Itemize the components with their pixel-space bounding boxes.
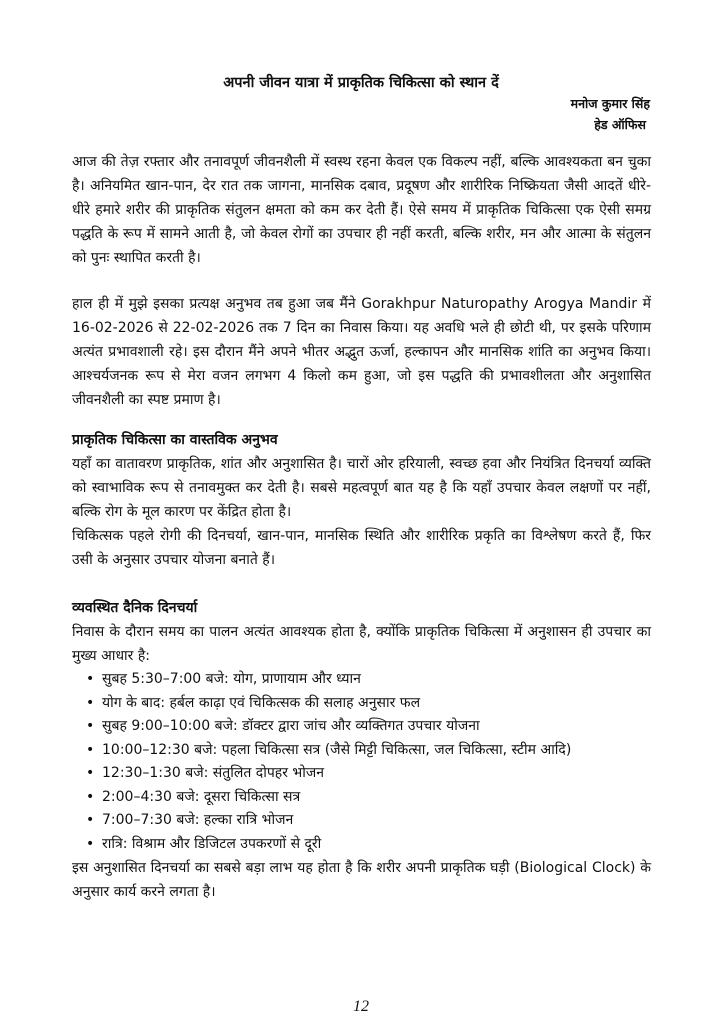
section-text: यहाँ का वातावरण प्राकृतिक, शांत और अनुशासित है। चारों ओर हरियाली, स्वच्छ हवा और नियंत्रित दिनचर्या व्यक्ति को स्वाभाविक रूप से तनावमुक्त कर देती है। सबसे महत्वपूर्ण बात यह है कि यहाँ उपचार केवल लक्षणों पर नहीं, बल्कि रोग के मूल कारण पर केंद्रित होता है। [72, 456, 651, 520]
schedule-item: • 7:00–7:30 बजे: हल्का रात्रि भोजन [102, 809, 651, 833]
section-closing: इस अनुशासित दिनचर्या का सबसे बड़ा लाभ यह होता है कि शरीर अपनी प्राकृतिक घड़ी (Biological Clock) के अनुसार कार्य करने लगता है। [72, 860, 651, 900]
schedule-list [72, 668, 651, 856]
section-daily-routine [72, 596, 651, 904]
schedule-item: • 12:30–1:30 बजे: संतुलित दोपहर भोजन [102, 762, 651, 786]
section-real-experience [72, 428, 651, 572]
article-title: अपनी जीवन यात्रा में प्राकृतिक चिकित्सा को स्थान दें [223, 75, 499, 91]
experience-paragraph [72, 292, 651, 412]
author-office: हेड ऑफिस [594, 117, 646, 132]
paragraph-text: हाल ही में मुझे इसका प्रत्यक्ष अनुभव तब हुआ जब मैंने Gorakhpur Naturopathy Arogya Mandir में 16-02-2026 से 22-02-2026 तक 7 दिन का निवास किया। यह अवधि भले ही छोटी थी, पर इसके परिणाम अत्यंत प्रभावशाली रहे। इस दौरान मैंने अपने भीतर अद्भुत ऊर्जा, हल्कापन और मानसिक शांति का अनुभव किया। आश्चर्यजनक रूप से मेरा वजन लगभग 4 किलो कम हुआ, जो इस पद्धति की प्रभावशीलता और अनुशासित जीवनशैली का स्पष्ट प्रमाण है। [72, 296, 651, 408]
section-heading: व्यवस्थित दैनिक दिनचर्या [72, 600, 198, 616]
schedule-item: • सुबह 9:00–10:00 बजे: डॉक्टर द्वारा जांच और व्यक्तिगत उपचार योजना [102, 715, 651, 739]
schedule-item: • रात्रि: विश्राम और डिजिटल उपकरणों से दूरी [102, 833, 651, 857]
schedule-item: • योग के बाद: हर्बल काढ़ा एवं चिकित्सक की सलाह अनुसार फल [102, 692, 651, 716]
section-heading: प्राकृतिक चिकित्सा का वास्तविक अनुभव [72, 432, 278, 448]
schedule-item: • सुबह 5:30–7:00 बजे: योग, प्राणायाम और ध्यान [102, 668, 651, 692]
section-text: चिकित्सक पहले रोगी की दिनचर्या, खान-पान, मानसिक स्थिति और शारीरिक प्रकृति का विश्लेषण करते हैं, फिर उसी के अनुसार उपचार योजना बनाते हैं। [72, 528, 651, 568]
page-number: 12 [353, 998, 369, 1015]
schedule-item: • 2:00–4:30 बजे: दूसरा चिकित्सा सत्र [102, 786, 651, 810]
intro-paragraph [72, 150, 651, 270]
section-intro: निवास के दौरान समय का पालन अत्यंत आवश्यक होता है, क्योंकि प्राकृतिक चिकित्सा में अनुशासन ही उपचार का मुख्य आधार है: [72, 624, 651, 664]
author-name: मनोज कुमार सिंह [570, 96, 650, 111]
schedule-item: • 10:00–12:30 बजे: पहला चिकित्सा सत्र (जैसे मिट्टी चिकित्सा, जल चिकित्सा, स्टीम आदि) [102, 739, 651, 763]
paragraph-text: आज की तेज़ रफ्तार और तनावपूर्ण जीवनशैली में स्वस्थ रहना केवल एक विकल्प नहीं, बल्कि आवश्यकता बन चुका है। अनियमित खान-पान, देर रात तक जागना, मानसिक दबाव, प्रदूषण और शारीरिक निष्क्रियता जैसी आदतें धीरे-धीरे हमारे शरीर की प्राकृतिक संतुलन क्षमता को कम कर देती हैं। ऐसे समय में प्राकृतिक चिकित्सा एक ऐसी समग्र पद्धति के रूप में सामने आती है, जो केवल रोगों का उपचार ही नहीं करती, बल्कि शरीर, मन और आत्मा के संतुलन को पुनः स्थापित करती है। [72, 154, 651, 266]
